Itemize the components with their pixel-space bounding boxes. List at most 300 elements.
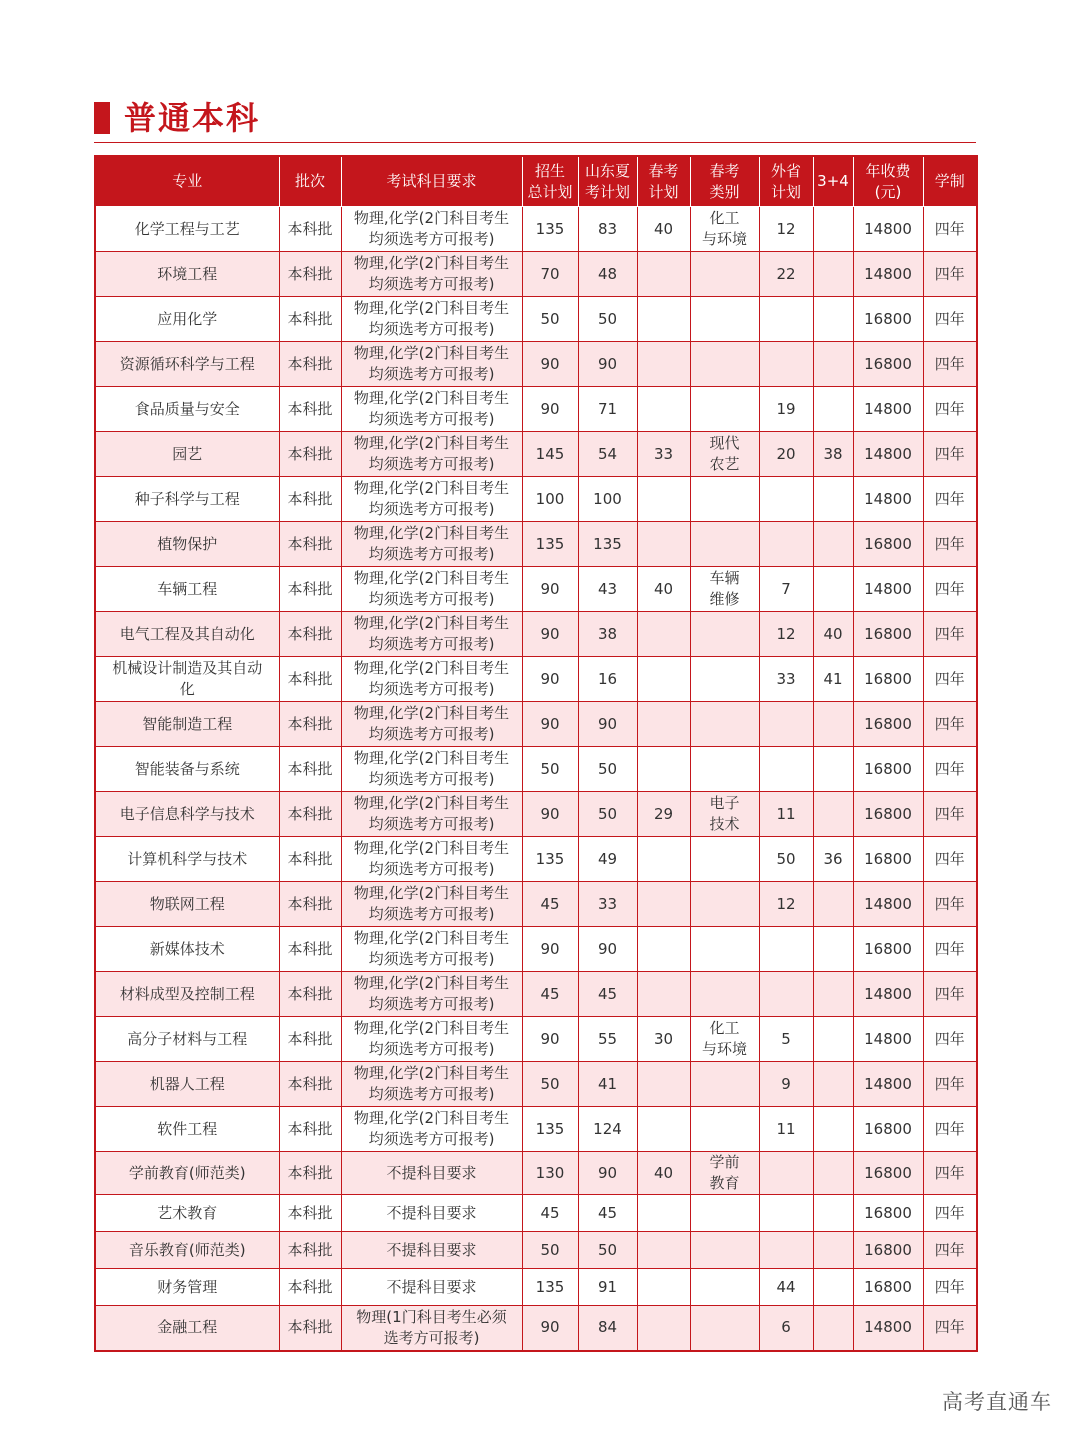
cell-out-of-province-plan	[759, 342, 813, 387]
cell-spring-category	[690, 522, 759, 567]
cell-shandong-summer-plan: 124	[578, 1107, 637, 1152]
cell-major: 应用化学	[95, 297, 279, 342]
cell-subject-requirement: 物理,化学(2门科目考生 均须选考方可报考)	[341, 1017, 522, 1062]
section-title: 普通本科	[124, 99, 261, 137]
cell-shandong-summer-plan: 43	[578, 567, 637, 612]
cell-subject-requirement: 物理,化学(2门科目考生 均须选考方可报考)	[341, 297, 522, 342]
cell-duration: 四年	[923, 1152, 977, 1195]
cell-3plus4	[813, 1107, 853, 1152]
cell-total-plan: 90	[522, 1306, 578, 1351]
cell-total-plan: 90	[522, 567, 578, 612]
table-row	[95, 747, 977, 792]
cell-annual-fee: 16800	[853, 702, 923, 747]
cell-subject-requirement: 物理,化学(2门科目考生 均须选考方可报考)	[341, 747, 522, 792]
cell-3plus4	[813, 1269, 853, 1306]
cell-major: 计算机科学与技术	[95, 837, 279, 882]
cell-batch: 本科批	[279, 1107, 341, 1152]
cell-3plus4: 36	[813, 837, 853, 882]
header-duration: 学制	[923, 156, 977, 207]
cell-annual-fee: 16800	[853, 342, 923, 387]
cell-shandong-summer-plan: 135	[578, 522, 637, 567]
cell-out-of-province-plan	[759, 747, 813, 792]
cell-subject-requirement: 物理,化学(2门科目考生 均须选考方可报考)	[341, 657, 522, 702]
cell-spring-plan: 33	[637, 432, 690, 477]
cell-batch: 本科批	[279, 972, 341, 1017]
table-row	[95, 702, 977, 747]
table-row	[95, 657, 977, 702]
table-row	[95, 1017, 977, 1062]
section-accent-bar	[94, 102, 110, 134]
cell-spring-category: 车辆 维修	[690, 567, 759, 612]
cell-batch: 本科批	[279, 297, 341, 342]
table-row	[95, 387, 977, 432]
cell-shandong-summer-plan: 41	[578, 1062, 637, 1107]
cell-batch: 本科批	[279, 207, 341, 252]
cell-duration: 四年	[923, 747, 977, 792]
cell-out-of-province-plan	[759, 522, 813, 567]
cell-duration: 四年	[923, 1306, 977, 1351]
cell-spring-category	[690, 342, 759, 387]
cell-subject-requirement: 物理,化学(2门科目考生 均须选考方可报考)	[341, 792, 522, 837]
table-row	[95, 882, 977, 927]
cell-spring-plan	[637, 252, 690, 297]
cell-out-of-province-plan: 11	[759, 792, 813, 837]
cell-total-plan: 90	[522, 702, 578, 747]
cell-total-plan: 50	[522, 747, 578, 792]
watermark: 高考直通车	[942, 1390, 1052, 1414]
table-row	[95, 792, 977, 837]
table-row	[95, 567, 977, 612]
cell-annual-fee: 16800	[853, 297, 923, 342]
cell-subject-requirement: 物理,化学(2门科目考生 均须选考方可报考)	[341, 837, 522, 882]
cell-annual-fee: 16800	[853, 1269, 923, 1306]
cell-major: 材料成型及控制工程	[95, 972, 279, 1017]
cell-annual-fee: 16800	[853, 657, 923, 702]
cell-spring-category	[690, 657, 759, 702]
cell-batch: 本科批	[279, 882, 341, 927]
cell-spring-category	[690, 387, 759, 432]
cell-total-plan: 50	[522, 1062, 578, 1107]
cell-shandong-summer-plan: 38	[578, 612, 637, 657]
cell-duration: 四年	[923, 297, 977, 342]
cell-batch: 本科批	[279, 792, 341, 837]
cell-annual-fee: 16800	[853, 792, 923, 837]
cell-spring-category: 现代 农艺	[690, 432, 759, 477]
cell-spring-category	[690, 927, 759, 972]
cell-annual-fee: 16800	[853, 927, 923, 972]
cell-shandong-summer-plan: 54	[578, 432, 637, 477]
cell-total-plan: 135	[522, 207, 578, 252]
cell-major: 电气工程及其自动化	[95, 612, 279, 657]
cell-batch: 本科批	[279, 342, 341, 387]
cell-batch: 本科批	[279, 1152, 341, 1195]
cell-annual-fee: 16800	[853, 837, 923, 882]
cell-major: 金融工程	[95, 1306, 279, 1351]
cell-annual-fee: 16800	[853, 747, 923, 792]
header-out-of-province-plan: 外省 计划	[759, 156, 813, 207]
cell-annual-fee: 14800	[853, 1017, 923, 1062]
cell-subject-requirement: 物理,化学(2门科目考生 均须选考方可报考)	[341, 387, 522, 432]
cell-annual-fee: 16800	[853, 1107, 923, 1152]
cell-shandong-summer-plan: 50	[578, 747, 637, 792]
cell-batch: 本科批	[279, 567, 341, 612]
cell-major: 种子科学与工程	[95, 477, 279, 522]
cell-shandong-summer-plan: 45	[578, 1195, 637, 1232]
cell-annual-fee: 14800	[853, 1062, 923, 1107]
cell-spring-category	[690, 882, 759, 927]
cell-spring-plan	[637, 837, 690, 882]
cell-subject-requirement: 不提科目要求	[341, 1195, 522, 1232]
cell-3plus4: 41	[813, 657, 853, 702]
cell-total-plan: 50	[522, 297, 578, 342]
cell-out-of-province-plan: 12	[759, 207, 813, 252]
cell-subject-requirement: 物理,化学(2门科目考生 均须选考方可报考)	[341, 522, 522, 567]
section-divider	[94, 142, 976, 143]
cell-spring-category	[690, 1195, 759, 1232]
cell-spring-plan: 30	[637, 1017, 690, 1062]
cell-major: 财务管理	[95, 1269, 279, 1306]
cell-spring-category	[690, 837, 759, 882]
cell-subject-requirement: 物理,化学(2门科目考生 均须选考方可报考)	[341, 477, 522, 522]
table-row	[95, 1152, 977, 1195]
cell-duration: 四年	[923, 1269, 977, 1306]
cell-out-of-province-plan: 19	[759, 387, 813, 432]
cell-spring-plan	[637, 342, 690, 387]
cell-shandong-summer-plan: 49	[578, 837, 637, 882]
cell-out-of-province-plan	[759, 477, 813, 522]
cell-3plus4	[813, 972, 853, 1017]
table-row	[95, 1269, 977, 1306]
cell-shandong-summer-plan: 45	[578, 972, 637, 1017]
cell-annual-fee: 14800	[853, 387, 923, 432]
cell-shandong-summer-plan: 90	[578, 927, 637, 972]
cell-duration: 四年	[923, 1017, 977, 1062]
header-3plus4: 3+4	[813, 156, 853, 207]
cell-total-plan: 135	[522, 1107, 578, 1152]
cell-3plus4	[813, 1306, 853, 1351]
header-shandong-summer-plan: 山东夏 考计划	[578, 156, 637, 207]
table-row	[95, 612, 977, 657]
cell-annual-fee: 14800	[853, 477, 923, 522]
cell-major: 物联网工程	[95, 882, 279, 927]
cell-shandong-summer-plan: 16	[578, 657, 637, 702]
cell-batch: 本科批	[279, 1062, 341, 1107]
cell-total-plan: 90	[522, 342, 578, 387]
cell-spring-category	[690, 1062, 759, 1107]
cell-annual-fee: 16800	[853, 1152, 923, 1195]
cell-3plus4	[813, 1017, 853, 1062]
cell-spring-plan	[637, 972, 690, 1017]
cell-spring-plan	[637, 522, 690, 567]
cell-shandong-summer-plan: 90	[578, 342, 637, 387]
cell-spring-plan	[637, 1306, 690, 1351]
table-row	[95, 1195, 977, 1232]
cell-total-plan: 100	[522, 477, 578, 522]
cell-out-of-province-plan: 20	[759, 432, 813, 477]
table-row	[95, 207, 977, 252]
cell-out-of-province-plan	[759, 1195, 813, 1232]
cell-spring-plan	[637, 477, 690, 522]
cell-major: 新媒体技术	[95, 927, 279, 972]
cell-out-of-province-plan: 11	[759, 1107, 813, 1152]
cell-3plus4: 38	[813, 432, 853, 477]
cell-out-of-province-plan: 7	[759, 567, 813, 612]
cell-batch: 本科批	[279, 477, 341, 522]
table-body	[95, 207, 977, 1351]
cell-major: 软件工程	[95, 1107, 279, 1152]
cell-spring-category	[690, 747, 759, 792]
cell-subject-requirement: 物理,化学(2门科目考生 均须选考方可报考)	[341, 1062, 522, 1107]
cell-batch: 本科批	[279, 1017, 341, 1062]
cell-spring-plan	[637, 1107, 690, 1152]
cell-total-plan: 45	[522, 882, 578, 927]
cell-out-of-province-plan: 9	[759, 1062, 813, 1107]
cell-3plus4	[813, 207, 853, 252]
cell-duration: 四年	[923, 522, 977, 567]
cell-3plus4	[813, 387, 853, 432]
cell-out-of-province-plan	[759, 297, 813, 342]
cell-batch: 本科批	[279, 1232, 341, 1269]
cell-annual-fee: 14800	[853, 432, 923, 477]
cell-annual-fee: 14800	[853, 207, 923, 252]
cell-shandong-summer-plan: 84	[578, 1306, 637, 1351]
cell-out-of-province-plan: 44	[759, 1269, 813, 1306]
cell-subject-requirement: 物理,化学(2门科目考生 均须选考方可报考)	[341, 1107, 522, 1152]
cell-annual-fee: 14800	[853, 1306, 923, 1351]
cell-spring-category: 学前 教育	[690, 1152, 759, 1195]
cell-total-plan: 135	[522, 522, 578, 567]
cell-major: 资源循环科学与工程	[95, 342, 279, 387]
cell-3plus4	[813, 747, 853, 792]
cell-annual-fee: 14800	[853, 972, 923, 1017]
cell-major: 高分子材料与工程	[95, 1017, 279, 1062]
table-header-row	[95, 156, 977, 207]
cell-annual-fee: 14800	[853, 567, 923, 612]
cell-spring-plan	[637, 747, 690, 792]
cell-spring-category	[690, 1269, 759, 1306]
cell-spring-category: 电子 技术	[690, 792, 759, 837]
cell-total-plan: 90	[522, 612, 578, 657]
cell-out-of-province-plan	[759, 1152, 813, 1195]
section-header	[94, 98, 976, 144]
cell-duration: 四年	[923, 612, 977, 657]
cell-batch: 本科批	[279, 1195, 341, 1232]
cell-out-of-province-plan: 5	[759, 1017, 813, 1062]
cell-spring-plan	[637, 1269, 690, 1306]
cell-duration: 四年	[923, 657, 977, 702]
cell-batch: 本科批	[279, 927, 341, 972]
table-row	[95, 927, 977, 972]
cell-major: 艺术教育	[95, 1195, 279, 1232]
cell-shandong-summer-plan: 55	[578, 1017, 637, 1062]
cell-3plus4	[813, 1195, 853, 1232]
cell-subject-requirement: 物理,化学(2门科目考生 均须选考方可报考)	[341, 612, 522, 657]
cell-annual-fee: 16800	[853, 1232, 923, 1269]
cell-major: 学前教育(师范类)	[95, 1152, 279, 1195]
cell-spring-category	[690, 297, 759, 342]
cell-shandong-summer-plan: 71	[578, 387, 637, 432]
cell-duration: 四年	[923, 927, 977, 972]
cell-subject-requirement: 物理,化学(2门科目考生 均须选考方可报考)	[341, 567, 522, 612]
cell-out-of-province-plan: 12	[759, 612, 813, 657]
cell-out-of-province-plan: 6	[759, 1306, 813, 1351]
cell-spring-category	[690, 702, 759, 747]
cell-3plus4	[813, 477, 853, 522]
cell-subject-requirement: 物理,化学(2门科目考生 均须选考方可报考)	[341, 927, 522, 972]
table-row	[95, 972, 977, 1017]
cell-spring-category	[690, 1107, 759, 1152]
cell-major: 智能制造工程	[95, 702, 279, 747]
cell-subject-requirement: 物理,化学(2门科目考生 均须选考方可报考)	[341, 702, 522, 747]
cell-annual-fee: 16800	[853, 522, 923, 567]
cell-shandong-summer-plan: 48	[578, 252, 637, 297]
cell-batch: 本科批	[279, 432, 341, 477]
cell-batch: 本科批	[279, 1306, 341, 1351]
cell-batch: 本科批	[279, 522, 341, 567]
cell-total-plan: 90	[522, 387, 578, 432]
cell-subject-requirement: 物理,化学(2门科目考生 均须选考方可报考)	[341, 972, 522, 1017]
cell-total-plan: 135	[522, 1269, 578, 1306]
cell-shandong-summer-plan: 33	[578, 882, 637, 927]
cell-duration: 四年	[923, 882, 977, 927]
cell-subject-requirement: 物理(1门科目考生必须 选考方可报考)	[341, 1306, 522, 1351]
cell-annual-fee: 14800	[853, 252, 923, 297]
cell-total-plan: 45	[522, 972, 578, 1017]
cell-annual-fee: 16800	[853, 612, 923, 657]
cell-out-of-province-plan: 12	[759, 882, 813, 927]
cell-total-plan: 145	[522, 432, 578, 477]
cell-duration: 四年	[923, 1062, 977, 1107]
cell-subject-requirement: 不提科目要求	[341, 1232, 522, 1269]
cell-3plus4	[813, 1232, 853, 1269]
cell-spring-plan	[637, 1232, 690, 1269]
cell-spring-category	[690, 612, 759, 657]
cell-duration: 四年	[923, 1195, 977, 1232]
cell-annual-fee: 14800	[853, 882, 923, 927]
cell-batch: 本科批	[279, 1269, 341, 1306]
cell-duration: 四年	[923, 567, 977, 612]
cell-major: 机械设计制造及其自动 化	[95, 657, 279, 702]
cell-total-plan: 90	[522, 657, 578, 702]
cell-3plus4	[813, 1062, 853, 1107]
cell-out-of-province-plan	[759, 972, 813, 1017]
header-spring-plan: 春考 计划	[637, 156, 690, 207]
cell-shandong-summer-plan: 91	[578, 1269, 637, 1306]
cell-major: 音乐教育(师范类)	[95, 1232, 279, 1269]
cell-shandong-summer-plan: 90	[578, 1152, 637, 1195]
cell-spring-plan	[637, 1062, 690, 1107]
cell-annual-fee: 16800	[853, 1195, 923, 1232]
cell-batch: 本科批	[279, 747, 341, 792]
cell-batch: 本科批	[279, 252, 341, 297]
cell-spring-plan: 29	[637, 792, 690, 837]
cell-shandong-summer-plan: 50	[578, 792, 637, 837]
table-row	[95, 1232, 977, 1269]
cell-major: 环境工程	[95, 252, 279, 297]
cell-out-of-province-plan	[759, 927, 813, 972]
cell-major: 车辆工程	[95, 567, 279, 612]
cell-spring-plan	[637, 297, 690, 342]
cell-batch: 本科批	[279, 837, 341, 882]
header-subject-requirement: 考试科目要求	[341, 156, 522, 207]
cell-spring-plan	[637, 702, 690, 747]
cell-spring-category	[690, 477, 759, 522]
cell-shandong-summer-plan: 100	[578, 477, 637, 522]
cell-out-of-province-plan	[759, 702, 813, 747]
cell-out-of-province-plan: 50	[759, 837, 813, 882]
cell-3plus4	[813, 342, 853, 387]
cell-subject-requirement: 不提科目要求	[341, 1152, 522, 1195]
cell-total-plan: 50	[522, 1232, 578, 1269]
cell-major: 电子信息科学与技术	[95, 792, 279, 837]
cell-spring-plan	[637, 657, 690, 702]
cell-spring-plan	[637, 1195, 690, 1232]
header-batch: 批次	[279, 156, 341, 207]
cell-total-plan: 70	[522, 252, 578, 297]
header-total-plan: 招生 总计划	[522, 156, 578, 207]
header-spring-category: 春考 类别	[690, 156, 759, 207]
cell-spring-category	[690, 1232, 759, 1269]
cell-spring-plan: 40	[637, 207, 690, 252]
cell-3plus4	[813, 882, 853, 927]
cell-duration: 四年	[923, 477, 977, 522]
cell-3plus4	[813, 792, 853, 837]
cell-duration: 四年	[923, 1107, 977, 1152]
cell-duration: 四年	[923, 387, 977, 432]
cell-subject-requirement: 物理,化学(2门科目考生 均须选考方可报考)	[341, 432, 522, 477]
table-row	[95, 1107, 977, 1152]
cell-total-plan: 135	[522, 837, 578, 882]
cell-total-plan: 90	[522, 927, 578, 972]
cell-duration: 四年	[923, 972, 977, 1017]
cell-spring-category	[690, 972, 759, 1017]
cell-duration: 四年	[923, 792, 977, 837]
cell-subject-requirement: 物理,化学(2门科目考生 均须选考方可报考)	[341, 342, 522, 387]
cell-duration: 四年	[923, 207, 977, 252]
cell-major: 化学工程与工艺	[95, 207, 279, 252]
cell-duration: 四年	[923, 1232, 977, 1269]
cell-3plus4	[813, 252, 853, 297]
cell-spring-plan: 40	[637, 1152, 690, 1195]
cell-duration: 四年	[923, 342, 977, 387]
cell-total-plan: 45	[522, 1195, 578, 1232]
enrollment-plan-table	[94, 155, 978, 1352]
table-row	[95, 837, 977, 882]
cell-major: 机器人工程	[95, 1062, 279, 1107]
cell-subject-requirement: 不提科目要求	[341, 1269, 522, 1306]
cell-spring-category: 化工 与环境	[690, 207, 759, 252]
cell-subject-requirement: 物理,化学(2门科目考生 均须选考方可报考)	[341, 207, 522, 252]
cell-shandong-summer-plan: 90	[578, 702, 637, 747]
table-row	[95, 1062, 977, 1107]
cell-batch: 本科批	[279, 702, 341, 747]
cell-batch: 本科批	[279, 657, 341, 702]
cell-batch: 本科批	[279, 387, 341, 432]
cell-major: 园艺	[95, 432, 279, 477]
cell-total-plan: 90	[522, 792, 578, 837]
cell-spring-plan	[637, 927, 690, 972]
cell-3plus4	[813, 927, 853, 972]
cell-spring-plan	[637, 387, 690, 432]
cell-spring-category	[690, 1306, 759, 1351]
cell-duration: 四年	[923, 837, 977, 882]
cell-spring-category	[690, 252, 759, 297]
table-row	[95, 297, 977, 342]
cell-out-of-province-plan	[759, 1232, 813, 1269]
cell-out-of-province-plan: 22	[759, 252, 813, 297]
table-row	[95, 1306, 977, 1351]
cell-3plus4	[813, 567, 853, 612]
